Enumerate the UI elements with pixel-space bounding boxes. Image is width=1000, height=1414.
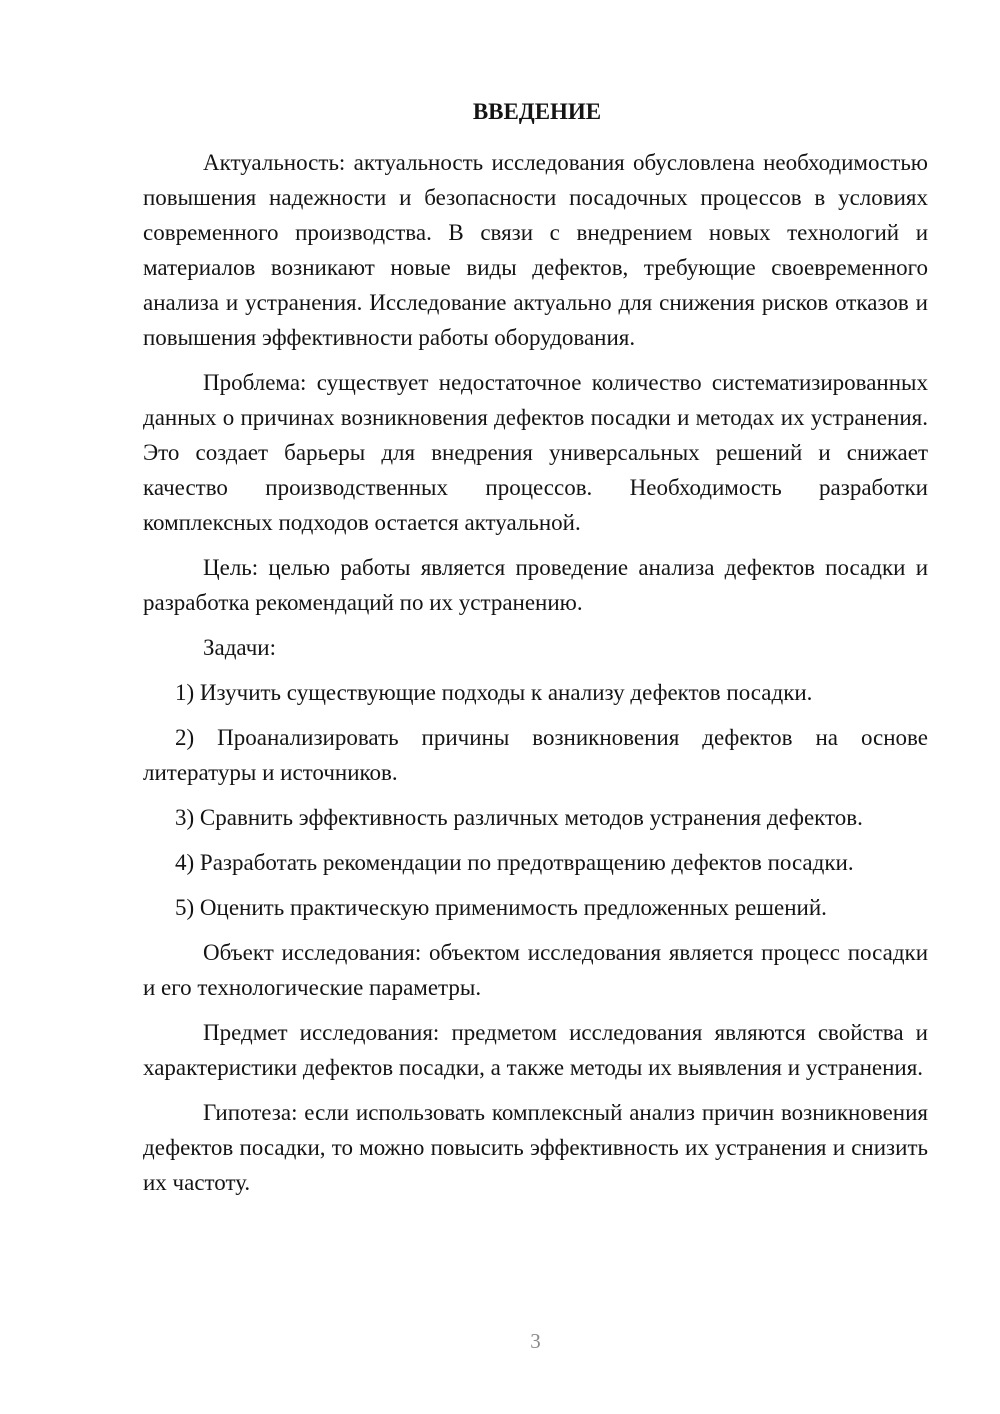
list-item: 5) Оценить практическую применимость предложенных решений. [175,895,827,920]
paragraph-subject: Предмет исследования: предметом исследования являются свойства и характеристики дефектов посадки, а также методы их выявления и устранения. [143,1020,928,1080]
list-item: 2) Проанализировать причины возникновения дефектов на основе литературы и источников. [143,725,928,785]
section-title: ВВЕДЕНИЕ [472,99,602,124]
list-item: 3) Сравнить эффективность различных методов устранения дефектов. [175,805,863,830]
paragraph-goal: Цель: целью работы является проведение анализа дефектов посадки и разработка рекомендаций по их устранению. [143,555,928,615]
page-number: 3 [530,1329,541,1353]
paragraph-hypothesis: Гипотеза: если использовать комплексный анализ причин возникновения дефектов посадки, то можно повысить эффективность их устранения и снизить их частоту. [143,1100,928,1195]
list-item: 4) Разработать рекомендации по предотвращению дефектов посадки. [175,850,854,875]
page-content [143,94,928,1210]
paragraph-object: Объект исследования: объектом исследования является процесс посадки и его технологические параметры. [143,940,928,1000]
tasks-heading: Задачи: [203,635,276,660]
paragraph-relevance: Актуальность: актуальность исследования обусловлена необходимостью повышения надежности и безопасности посадочных процессов в условиях современного производства. В связи с внедрением новых технологий и материалов возникают новые виды дефектов, требующие своевременного анализа и устранения. Исследование актуально для снижения рисков отказов и повышения эффективности работы оборудования. [143,150,928,350]
paragraph-problem: Проблема: существует недостаточное количество систематизированных данных о причинах возникновения дефектов посадки и методах их устранения. Это создает барьеры для внедрения универсальных решений и снижает качество производственных процессов. Необходимость разработки комплексных подходов остается актуальной. [143,370,928,535]
list-item: 1) Изучить существующие подходы к анализу дефектов посадки. [175,680,813,705]
